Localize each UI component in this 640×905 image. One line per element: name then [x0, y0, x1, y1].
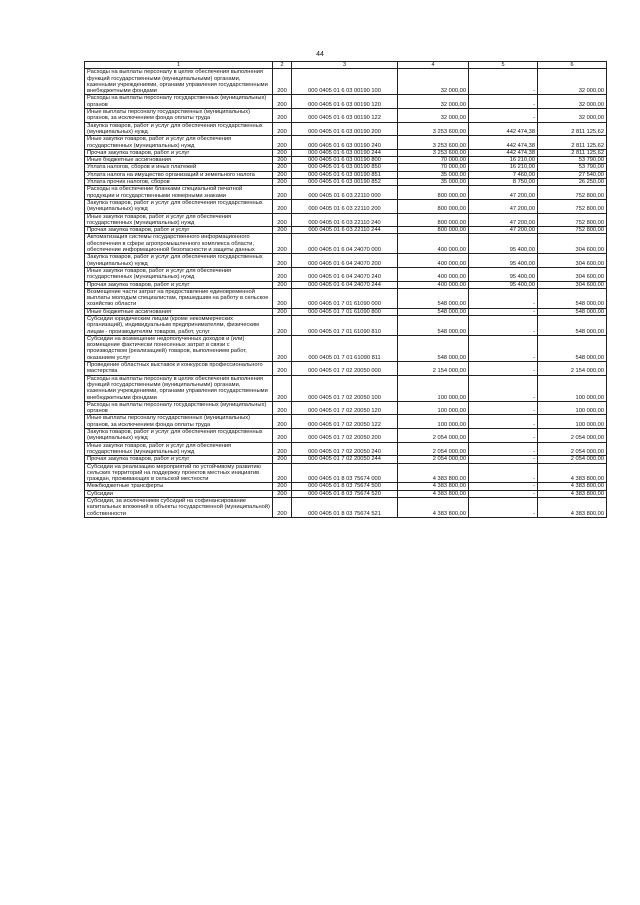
- approved-amount-cell: 548 000,00: [398, 315, 469, 335]
- table-row: [85, 498, 607, 518]
- approved-amount-cell: 3 253 600,00: [398, 122, 469, 136]
- item-name-cell: Субсидии, за исключением субсидий на софинансирование капитальных вложений в объекты государственной (муниципальной) собственности: [85, 498, 273, 518]
- line-code-cell: 200: [273, 288, 292, 308]
- executed-amount-cell: -: [469, 335, 538, 361]
- unexecuted-amount-cell: 752 800,00: [538, 199, 607, 213]
- approved-amount-cell: 2 154 000,00: [398, 362, 469, 376]
- line-code-cell: 200: [273, 179, 292, 186]
- classification-code-cell: 000 0405 01 7 01 61090 811: [292, 335, 398, 361]
- line-code-cell: 200: [273, 375, 292, 401]
- approved-amount-cell: 35 000,00: [398, 179, 469, 186]
- line-code-cell: 200: [273, 456, 292, 463]
- executed-amount-cell: 442 474,38: [469, 149, 538, 156]
- column-header: 4: [398, 62, 469, 69]
- table-row: [85, 267, 607, 281]
- unexecuted-amount-cell: 752 800,00: [538, 227, 607, 234]
- table-row: [85, 254, 607, 268]
- unexecuted-amount-cell: 548 000,00: [538, 288, 607, 308]
- classification-code-cell: 000 0405 01 6 03 00190 852: [292, 179, 398, 186]
- item-name-cell: Субсидии: [85, 490, 273, 497]
- table-row: [85, 69, 607, 95]
- column-header: 5: [469, 62, 538, 69]
- item-name-cell: Расходы на выплаты персоналу государственных (муниципальных) органов: [85, 95, 273, 109]
- item-name-cell: Иные бюджетные ассигнования: [85, 308, 273, 315]
- classification-code-cell: 000 0405 01 6 03 22110 200: [292, 199, 398, 213]
- item-name-cell: Уплата налога на имущество организаций и земельного налога: [85, 171, 273, 178]
- classification-code-cell: 000 0405 01 6 03 22110 240: [292, 213, 398, 227]
- classification-code-cell: 000 0405 01 6 03 00190 851: [292, 171, 398, 178]
- item-name-cell: Иные выплаты персоналу государственных (муниципальных) органов, за исключением фонда оплаты труда: [85, 109, 273, 123]
- item-name-cell: Уплата налогов, сборов и иных платежей: [85, 164, 273, 171]
- executed-amount-cell: 47 200,00: [469, 227, 538, 234]
- classification-code-cell: 000 0405 01 7 02 20050 244: [292, 456, 398, 463]
- executed-amount-cell: -: [469, 288, 538, 308]
- classification-code-cell: 000 0405 01 8 03 75674 521: [292, 498, 398, 518]
- unexecuted-amount-cell: 304 600,00: [538, 254, 607, 268]
- table-row: [85, 483, 607, 490]
- classification-code-cell: 000 0405 01 6 04 24070 000: [292, 234, 398, 254]
- line-code-cell: 200: [273, 254, 292, 268]
- approved-amount-cell: 400 000,00: [398, 234, 469, 254]
- approved-amount-cell: 32 000,00: [398, 95, 469, 109]
- line-code-cell: 200: [273, 281, 292, 288]
- table-row: [85, 227, 607, 234]
- line-code-cell: 200: [273, 136, 292, 150]
- classification-code-cell: 000 0405 01 6 03 00190 120: [292, 95, 398, 109]
- executed-amount-cell: 16 210,00: [469, 164, 538, 171]
- executed-amount-cell: -: [469, 69, 538, 95]
- line-code-cell: 200: [273, 171, 292, 178]
- table-row: [85, 429, 607, 443]
- line-code-cell: 200: [273, 335, 292, 361]
- executed-amount-cell: -: [469, 362, 538, 376]
- classification-code-cell: 000 0405 01 8 03 75674 520: [292, 490, 398, 497]
- unexecuted-amount-cell: 2 811 125,62: [538, 149, 607, 156]
- item-name-cell: Закупка товаров, работ и услуг для обеспечения государственных (муниципальных) нужд: [85, 122, 273, 136]
- item-name-cell: Субсидии юридическим лицам (кроме некоммерческих организаций), индивидуальным предпринимателям, физическим лицам - производителям товаров, работ, услуг: [85, 315, 273, 335]
- line-code-cell: 200: [273, 109, 292, 123]
- table-row: [85, 109, 607, 123]
- classification-code-cell: 000 0405 01 7 02 20050 120: [292, 401, 398, 415]
- line-code-cell: 200: [273, 362, 292, 376]
- table-row: [85, 463, 607, 483]
- line-code-cell: 200: [273, 227, 292, 234]
- table-row: [85, 490, 607, 497]
- line-code-cell: 200: [273, 234, 292, 254]
- table-row: [85, 375, 607, 401]
- line-code-cell: 200: [273, 267, 292, 281]
- table-row: [85, 199, 607, 213]
- approved-amount-cell: 32 000,00: [398, 109, 469, 123]
- executed-amount-cell: 47 200,00: [469, 199, 538, 213]
- executed-amount-cell: -: [469, 95, 538, 109]
- column-header: 6: [538, 62, 607, 69]
- classification-code-cell: 000 0405 01 8 03 75674 500: [292, 483, 398, 490]
- approved-amount-cell: 70 000,00: [398, 157, 469, 164]
- line-code-cell: 200: [273, 157, 292, 164]
- line-code-cell: 200: [273, 490, 292, 497]
- approved-amount-cell: 400 000,00: [398, 267, 469, 281]
- classification-code-cell: 000 0405 01 6 03 00190 850: [292, 164, 398, 171]
- classification-code-cell: 000 0405 01 6 03 22110 244: [292, 227, 398, 234]
- approved-amount-cell: 800 000,00: [398, 213, 469, 227]
- approved-amount-cell: 35 000,00: [398, 171, 469, 178]
- classification-code-cell: 000 0405 01 6 03 00190 100: [292, 69, 398, 95]
- item-name-cell: Иные закупки товаров, работ и услуг для обеспечения государственных (муниципальных) нужд: [85, 442, 273, 456]
- unexecuted-amount-cell: 32 000,00: [538, 95, 607, 109]
- item-name-cell: Расходы на выплаты персоналу государственных (муниципальных) органов: [85, 401, 273, 415]
- approved-amount-cell: 3 253 600,00: [398, 149, 469, 156]
- item-name-cell: Межбюджетные трансферты: [85, 483, 273, 490]
- classification-code-cell: 000 0405 01 7 01 61090 810: [292, 315, 398, 335]
- approved-amount-cell: 4 383 800,00: [398, 463, 469, 483]
- line-code-cell: 200: [273, 308, 292, 315]
- item-name-cell: Проведение областных выставок и конкурсов профессионального мастерства: [85, 362, 273, 376]
- classification-code-cell: 000 0405 01 6 03 00190 200: [292, 122, 398, 136]
- approved-amount-cell: 100 000,00: [398, 415, 469, 429]
- executed-amount-cell: -: [469, 463, 538, 483]
- classification-code-cell: 000 0405 01 7 02 20050 122: [292, 415, 398, 429]
- unexecuted-amount-cell: 752 800,00: [538, 213, 607, 227]
- item-name-cell: Иные выплаты персоналу государственных (муниципальных) органов, за исключением фонда оплаты труда: [85, 415, 273, 429]
- item-name-cell: Прочая закупка товаров, работ и услуг: [85, 227, 273, 234]
- table-row: [85, 149, 607, 156]
- unexecuted-amount-cell: 548 000,00: [538, 308, 607, 315]
- unexecuted-amount-cell: 4 383 800,00: [538, 483, 607, 490]
- unexecuted-amount-cell: 548 000,00: [538, 335, 607, 361]
- approved-amount-cell: 4 383 800,00: [398, 498, 469, 518]
- item-name-cell: Возмещение части затрат на предоставление единовременной выплаты молодым специалистам, пришедшим на работу в сельское хозяйство области: [85, 288, 273, 308]
- line-code-cell: 200: [273, 122, 292, 136]
- classification-code-cell: 000 0405 01 6 03 22110 000: [292, 186, 398, 200]
- page-number: 44: [316, 51, 324, 58]
- unexecuted-amount-cell: 2 054 000,00: [538, 456, 607, 463]
- line-code-cell: 200: [273, 69, 292, 95]
- table-row: [85, 315, 607, 335]
- unexecuted-amount-cell: 53 790,00: [538, 164, 607, 171]
- approved-amount-cell: 100 000,00: [398, 375, 469, 401]
- executed-amount-cell: 95 400,00: [469, 281, 538, 288]
- classification-code-cell: 000 0405 01 6 03 00190 122: [292, 109, 398, 123]
- table-row: [85, 442, 607, 456]
- unexecuted-amount-cell: 752 800,00: [538, 186, 607, 200]
- item-name-cell: Прочая закупка товаров, работ и услуг: [85, 281, 273, 288]
- report-body: [85, 69, 607, 518]
- item-name-cell: Закупка товаров, работ и услуг для обеспечения государственных (муниципальных) нужд: [85, 429, 273, 443]
- approved-amount-cell: 4 383 800,00: [398, 490, 469, 497]
- line-code-cell: 200: [273, 442, 292, 456]
- approved-amount-cell: 548 000,00: [398, 288, 469, 308]
- line-code-cell: 200: [273, 483, 292, 490]
- item-name-cell: Автоматизация системы государственного информационного обеспечения в сфере агропромышленного комплекса области, обеспечение информационной безопасности и защиты данных: [85, 234, 273, 254]
- item-name-cell: Субсидии на возмещение недополученных доходов и (или) возмещение фактически понесенных затрат в связи с производством (реализацией) товаров, выполнением работ, оказанием услуг: [85, 335, 273, 361]
- line-code-cell: 200: [273, 164, 292, 171]
- item-name-cell: Расходы на обеспечение бланками специальной печатной продукции и государственными номерными знаками: [85, 186, 273, 200]
- classification-code-cell: 000 0405 01 7 01 61090 000: [292, 288, 398, 308]
- approved-amount-cell: 2 054 000,00: [398, 456, 469, 463]
- executed-amount-cell: -: [469, 456, 538, 463]
- table-row: [85, 179, 607, 186]
- unexecuted-amount-cell: 2 054 000,00: [538, 442, 607, 456]
- table-row: [85, 136, 607, 150]
- executed-amount-cell: 95 400,00: [469, 234, 538, 254]
- approved-amount-cell: 400 000,00: [398, 281, 469, 288]
- item-name-cell: Расходы на выплаты персоналу в целях обеспечения выполнения функций государственными (муниципальными) органами, казенными учреждениями, органами управления государственными внебюджетными фондами: [85, 69, 273, 95]
- executed-amount-cell: 47 200,00: [469, 213, 538, 227]
- unexecuted-amount-cell: 2 811 125,62: [538, 122, 607, 136]
- unexecuted-amount-cell: 100 000,00: [538, 415, 607, 429]
- item-name-cell: Субсидии на реализацию мероприятий по устойчивому развитию сельских территорий на поддержку проектов местных инициатив граждан, проживающих в сельской местности: [85, 463, 273, 483]
- classification-code-cell: 000 0405 01 7 01 61090 800: [292, 308, 398, 315]
- executed-amount-cell: 16 210,00: [469, 157, 538, 164]
- approved-amount-cell: 548 000,00: [398, 335, 469, 361]
- executed-amount-cell: 7 460,00: [469, 171, 538, 178]
- table-row: [85, 415, 607, 429]
- classification-code-cell: 000 0405 01 7 02 20050 000: [292, 362, 398, 376]
- classification-code-cell: 000 0405 01 6 03 00190 244: [292, 149, 398, 156]
- line-code-cell: 200: [273, 498, 292, 518]
- approved-amount-cell: 800 000,00: [398, 227, 469, 234]
- classification-code-cell: 000 0405 01 6 04 24070 200: [292, 254, 398, 268]
- table-row: [85, 122, 607, 136]
- executed-amount-cell: 442 474,38: [469, 122, 538, 136]
- classification-code-cell: 000 0405 01 7 02 20050 200: [292, 429, 398, 443]
- approved-amount-cell: 2 054 000,00: [398, 429, 469, 443]
- unexecuted-amount-cell: 548 000,00: [538, 315, 607, 335]
- line-code-cell: 200: [273, 401, 292, 415]
- approved-amount-cell: 400 000,00: [398, 254, 469, 268]
- table-row: [85, 186, 607, 200]
- unexecuted-amount-cell: 4 383 800,00: [538, 463, 607, 483]
- table-row: [85, 234, 607, 254]
- executed-amount-cell: -: [469, 109, 538, 123]
- unexecuted-amount-cell: 53 790,00: [538, 157, 607, 164]
- executed-amount-cell: 442 474,38: [469, 136, 538, 150]
- table-row: [85, 164, 607, 171]
- approved-amount-cell: 548 000,00: [398, 308, 469, 315]
- line-code-cell: 200: [273, 429, 292, 443]
- unexecuted-amount-cell: 2 054 000,00: [538, 429, 607, 443]
- unexecuted-amount-cell: 4 383 800,00: [538, 490, 607, 497]
- table-row: [85, 401, 607, 415]
- column-header: 3: [292, 62, 398, 69]
- unexecuted-amount-cell: 100 000,00: [538, 375, 607, 401]
- table-row: [85, 281, 607, 288]
- executed-amount-cell: -: [469, 315, 538, 335]
- unexecuted-amount-cell: 304 600,00: [538, 267, 607, 281]
- table-row: [85, 213, 607, 227]
- executed-amount-cell: -: [469, 483, 538, 490]
- unexecuted-amount-cell: 100 000,00: [538, 401, 607, 415]
- table-row: [85, 308, 607, 315]
- classification-code-cell: 000 0405 01 6 04 24070 240: [292, 267, 398, 281]
- header-row: [85, 62, 607, 69]
- executed-amount-cell: -: [469, 498, 538, 518]
- executed-amount-cell: 8 750,00: [469, 179, 538, 186]
- executed-amount-cell: -: [469, 429, 538, 443]
- approved-amount-cell: 100 000,00: [398, 401, 469, 415]
- item-name-cell: Закупка товаров, работ и услуг для обеспечения государственных (муниципальных) нужд: [85, 199, 273, 213]
- line-code-cell: 200: [273, 149, 292, 156]
- approved-amount-cell: 70 000,00: [398, 164, 469, 171]
- table-row: [85, 95, 607, 109]
- line-code-cell: 200: [273, 415, 292, 429]
- classification-code-cell: 000 0405 01 6 03 00190 800: [292, 157, 398, 164]
- line-code-cell: 200: [273, 315, 292, 335]
- line-code-cell: 200: [273, 213, 292, 227]
- unexecuted-amount-cell: 2 154 000,00: [538, 362, 607, 376]
- item-name-cell: Иные закупки товаров, работ и услуг для обеспечения государственных (муниципальных) нужд: [85, 136, 273, 150]
- line-code-cell: 200: [273, 186, 292, 200]
- line-code-cell: 200: [273, 199, 292, 213]
- item-name-cell: Уплата прочих налогов, сборов: [85, 179, 273, 186]
- approved-amount-cell: 32 000,00: [398, 69, 469, 95]
- approved-amount-cell: 4 383 800,00: [398, 483, 469, 490]
- executed-amount-cell: -: [469, 375, 538, 401]
- unexecuted-amount-cell: 32 000,00: [538, 69, 607, 95]
- table-row: [85, 288, 607, 308]
- approved-amount-cell: 800 000,00: [398, 199, 469, 213]
- unexecuted-amount-cell: 27 540,00: [538, 171, 607, 178]
- classification-code-cell: 000 0405 01 7 02 20050 100: [292, 375, 398, 401]
- item-name-cell: Прочая закупка товаров, работ и услуг: [85, 456, 273, 463]
- unexecuted-amount-cell: 32 000,00: [538, 109, 607, 123]
- item-name-cell: Иные закупки товаров, работ и услуг для обеспечения государственных (муниципальных) нужд: [85, 213, 273, 227]
- classification-code-cell: 000 0405 01 8 03 75674 000: [292, 463, 398, 483]
- table-row: [85, 362, 607, 376]
- unexecuted-amount-cell: 26 250,00: [538, 179, 607, 186]
- column-header: 1: [85, 62, 273, 69]
- approved-amount-cell: 2 054 000,00: [398, 442, 469, 456]
- unexecuted-amount-cell: 304 600,00: [538, 281, 607, 288]
- item-name-cell: Иные закупки товаров, работ и услуг для обеспечения государственных (муниципальных) нужд: [85, 267, 273, 281]
- executed-amount-cell: 95 400,00: [469, 254, 538, 268]
- item-name-cell: Закупка товаров, работ и услуг для обеспечения государственных (муниципальных) нужд: [85, 254, 273, 268]
- item-name-cell: Иные бюджетные ассигнования: [85, 157, 273, 164]
- column-header: 2: [273, 62, 292, 69]
- table-row: [85, 456, 607, 463]
- executed-amount-cell: -: [469, 490, 538, 497]
- report-table: [84, 61, 607, 518]
- unexecuted-amount-cell: 4 383 800,00: [538, 498, 607, 518]
- table-row: [85, 157, 607, 164]
- item-name-cell: Расходы на выплаты персоналу в целях обеспечения выполнения функций государственными (муниципальными) органами, казенными учреждениями, органами управления государственными внебюджетными фондами: [85, 375, 273, 401]
- executed-amount-cell: -: [469, 442, 538, 456]
- item-name-cell: Прочая закупка товаров, работ и услуг: [85, 149, 273, 156]
- classification-code-cell: 000 0405 01 7 02 20050 240: [292, 442, 398, 456]
- executed-amount-cell: -: [469, 308, 538, 315]
- line-code-cell: 200: [273, 463, 292, 483]
- classification-code-cell: 000 0405 01 6 04 24070 244: [292, 281, 398, 288]
- unexecuted-amount-cell: 304 600,00: [538, 234, 607, 254]
- executed-amount-cell: -: [469, 401, 538, 415]
- executed-amount-cell: -: [469, 415, 538, 429]
- executed-amount-cell: 95 400,00: [469, 267, 538, 281]
- classification-code-cell: 000 0405 01 6 03 00190 240: [292, 136, 398, 150]
- approved-amount-cell: 3 253 600,00: [398, 136, 469, 150]
- executed-amount-cell: 47 200,00: [469, 186, 538, 200]
- line-code-cell: 200: [273, 95, 292, 109]
- approved-amount-cell: 800 000,00: [398, 186, 469, 200]
- table-row: [85, 171, 607, 178]
- table-row: [85, 335, 607, 361]
- unexecuted-amount-cell: 2 811 125,62: [538, 136, 607, 150]
